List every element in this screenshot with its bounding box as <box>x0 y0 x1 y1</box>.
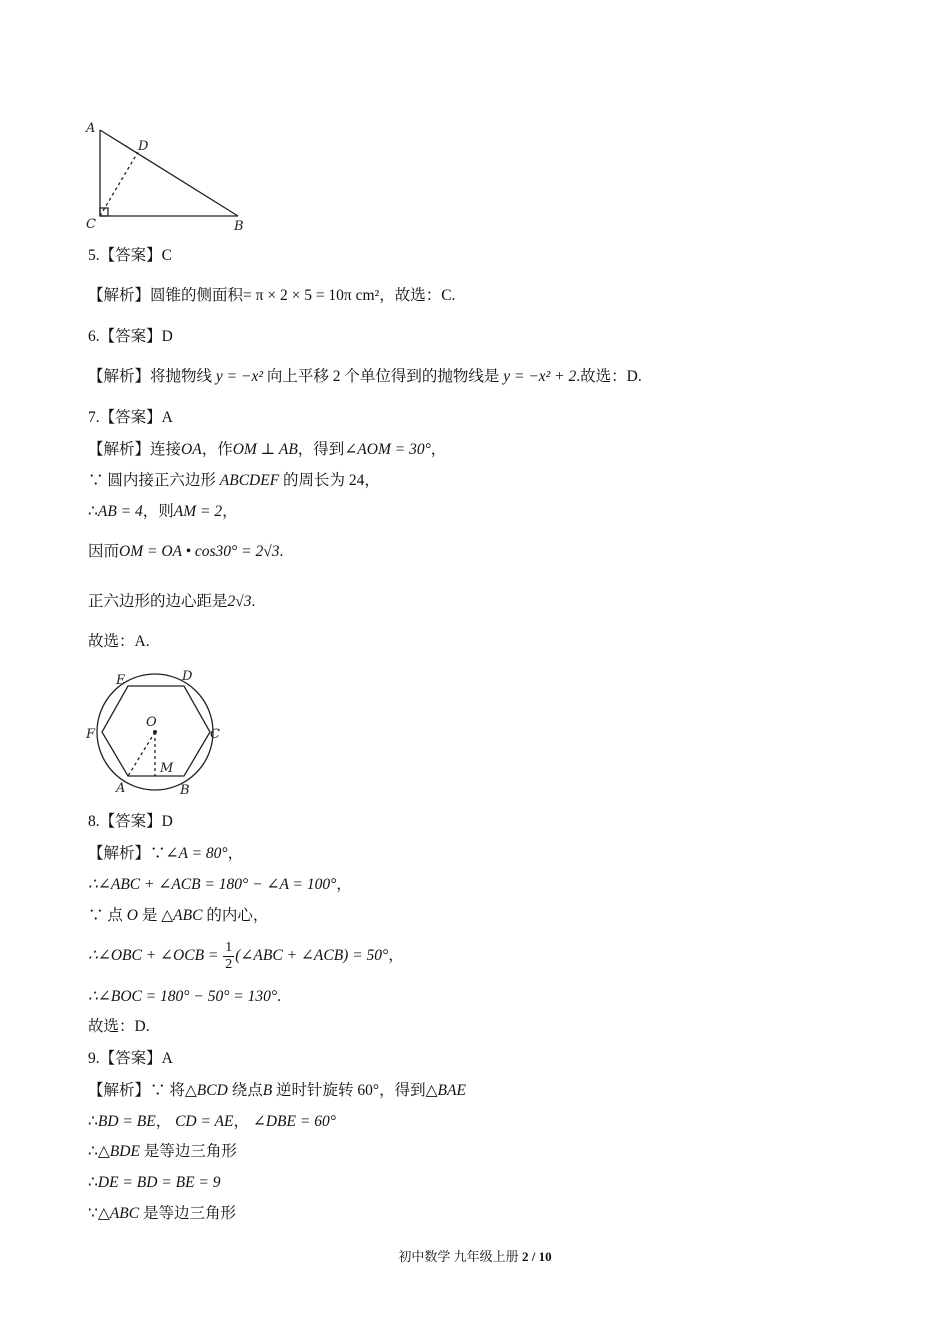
q8-fraction-denominator: 2 <box>225 957 233 972</box>
q7-l4-text: 因而 <box>88 543 120 560</box>
q9-l1-text-b: 绕点 <box>231 1082 263 1099</box>
q5-answer: 5.【答案】C <box>88 247 172 264</box>
q9-l1-text: 【解析】∵ 将 <box>88 1082 185 1099</box>
q7-am-eq: AM = 2 <box>173 503 223 520</box>
q5-analysis-suffix: ，故选：C. <box>379 287 456 304</box>
q7-line3 <box>88 502 238 522</box>
q8-angle-sum: ∴∠ABC + ∠ACB = 180° − ∠A = 100° <box>88 876 337 893</box>
label-b: B <box>180 783 190 798</box>
q8-line6: 故选：D. <box>88 1018 150 1035</box>
q9-l5-text-b: 是等边三角形 <box>142 1205 236 1222</box>
q7-line2 <box>88 471 380 491</box>
q8-line5 <box>88 987 281 1007</box>
q7-oa: OA <box>181 441 202 458</box>
label-d: D <box>138 139 149 154</box>
q6-analysis <box>88 367 642 387</box>
q9-l1-text-c: 逆时针旋转 60°，得到 <box>276 1082 426 1099</box>
q9-therefore-3: ∴ <box>88 1143 98 1160</box>
label-m: M <box>160 761 174 776</box>
q7-perp: OM ⊥ AB <box>232 441 298 458</box>
q7-l2-text: ∵ 圆内接正六边形 <box>88 472 216 489</box>
q9-cd-ae: CD = AE <box>175 1113 234 1130</box>
q7-l1-text: 【解析】连接 <box>88 441 182 458</box>
q9-de-eq: DE = BD = BE = 9 <box>97 1174 221 1191</box>
q5-formula: = π × 2 × 5 = 10π cm² <box>243 287 380 304</box>
label-a: A <box>86 121 96 136</box>
footer-subject: 初中数学 九年级上册 <box>398 1249 519 1264</box>
segment-ab <box>100 130 238 216</box>
q7-l1-text-d: ， <box>430 441 447 458</box>
q9-triangle-bcd: △BCD <box>184 1082 228 1099</box>
center-point <box>153 730 157 734</box>
q8-l3-text-b: 是 <box>141 907 158 924</box>
q9-triangle-bde: △BDE <box>97 1143 140 1160</box>
q7-line1 <box>88 440 446 460</box>
q7-line4 <box>88 542 283 562</box>
q7-om-eq: OM = OA • cos30° = 2√3 <box>119 543 280 560</box>
q7-l3-text-c: ， <box>222 503 238 520</box>
footer-total: 10 <box>538 1249 552 1264</box>
q9-line3 <box>88 1142 237 1162</box>
right-triangle-figure <box>82 118 252 236</box>
q8-l1-text-b: ， <box>227 845 244 862</box>
q8-line1 <box>88 844 243 864</box>
q9-angle-dbe: ∠DBE = 60° <box>252 1113 336 1130</box>
q8-l3-text-c: 的内心， <box>206 907 269 924</box>
segment-cd-dashed <box>100 152 138 216</box>
q9-because-5: ∵ <box>88 1205 98 1222</box>
q6-eq2: y = −x² + 2 <box>503 368 577 385</box>
hexagon-circle-figure <box>82 664 232 800</box>
q8-line3 <box>88 906 268 926</box>
q8-answer: 8.【答案】D <box>88 813 173 830</box>
q7-hexagon-name: ABCDEF <box>219 472 280 489</box>
q8-fraction-numerator: 1 <box>225 940 233 955</box>
q9-line5 <box>88 1204 236 1224</box>
q8-l4-rhs: (∠ABC + ∠ACB) = 50° <box>235 947 389 965</box>
q7-l3-text-b: ，则 <box>142 503 174 520</box>
q6-text-a: 【解析】将抛物线 <box>88 368 213 385</box>
label-c: C <box>210 727 220 742</box>
q9-comma-1: ， <box>155 1113 172 1130</box>
label-f: F <box>86 727 96 742</box>
q9-triangle-abc: △ABC <box>97 1205 140 1222</box>
q7-l4-text-b: . <box>279 543 284 560</box>
q8-angle-a: ∠A = 80° <box>165 845 228 862</box>
q8-l1-text: 【解析】∵ <box>88 845 166 862</box>
q9-l3-text-b: 是等边三角形 <box>143 1143 237 1160</box>
q7-l5-text: 正六边形的边心距是 <box>88 593 228 610</box>
q8-l4-lhs: ∴∠OBC + ∠OCB = <box>88 947 219 965</box>
q7-answer: 7.【答案】A <box>88 409 173 426</box>
label-e: E <box>116 673 126 688</box>
q9-bd-be: BD = BE <box>97 1113 156 1130</box>
label-c: C <box>86 217 96 232</box>
q7-angle: ∠AOM = 30° <box>344 441 431 458</box>
q7-line5 <box>88 592 255 612</box>
q6-answer: 6.【答案】D <box>88 328 173 345</box>
q8-fraction <box>223 940 234 973</box>
q8-boc-eq: ∴∠BOC = 180° − 50° = 130° <box>88 988 278 1005</box>
label-a: A <box>116 781 126 796</box>
q8-line2 <box>88 875 352 895</box>
segment-oa-dashed <box>128 732 155 776</box>
q5-analysis <box>88 286 455 306</box>
q7-therefore: ∴ <box>88 503 98 520</box>
q8-l5-end: . <box>277 988 281 1005</box>
q9-line2 <box>88 1112 336 1132</box>
label-d: D <box>182 669 193 684</box>
footer-sep: / <box>531 1249 536 1264</box>
page-footer <box>0 1246 950 1265</box>
q7-apothem-eq: 2√3 <box>227 593 252 610</box>
q6-text-b: 向上平移 2 个单位得到的抛物线是 <box>266 368 500 385</box>
q7-l5-text-b: . <box>251 593 256 610</box>
q9-line1 <box>88 1081 466 1101</box>
q8-triangle: △ABC <box>161 907 203 924</box>
q7-l2-text-b: 的周长为 24， <box>283 472 380 489</box>
q7-ab-eq: AB = 4 <box>97 503 143 520</box>
q9-answer: 9.【答案】A <box>88 1050 173 1067</box>
q7-line6: 故选：A. <box>88 633 150 650</box>
q9-therefore-2: ∴ <box>88 1113 98 1130</box>
q8-l3-text: ∵ 点 <box>88 907 123 924</box>
q8-l4-end: ， <box>388 947 404 965</box>
q8-line4 <box>88 940 404 973</box>
q6-text-c: .故选：D. <box>576 368 642 385</box>
q9-comma-2: ， <box>233 1113 249 1130</box>
q9-line4 <box>88 1173 221 1193</box>
q9-therefore-4: ∴ <box>88 1174 98 1191</box>
q9-triangle-bae: △BAE <box>425 1082 466 1099</box>
label-b: B <box>234 219 244 234</box>
q7-l1-text-b: ，作 <box>201 441 233 458</box>
q8-point-o: O <box>126 907 138 924</box>
label-o: O <box>146 715 157 730</box>
q6-eq1: y = −x² <box>215 368 263 385</box>
footer-page: 2 <box>521 1249 529 1264</box>
q5-analysis-prefix: 【解析】圆锥的侧面积 <box>88 287 244 304</box>
q8-l2-text-b: ， <box>336 876 352 893</box>
q9-point-b: B <box>262 1082 273 1099</box>
q7-l1-text-c: ，得到 <box>297 441 345 458</box>
